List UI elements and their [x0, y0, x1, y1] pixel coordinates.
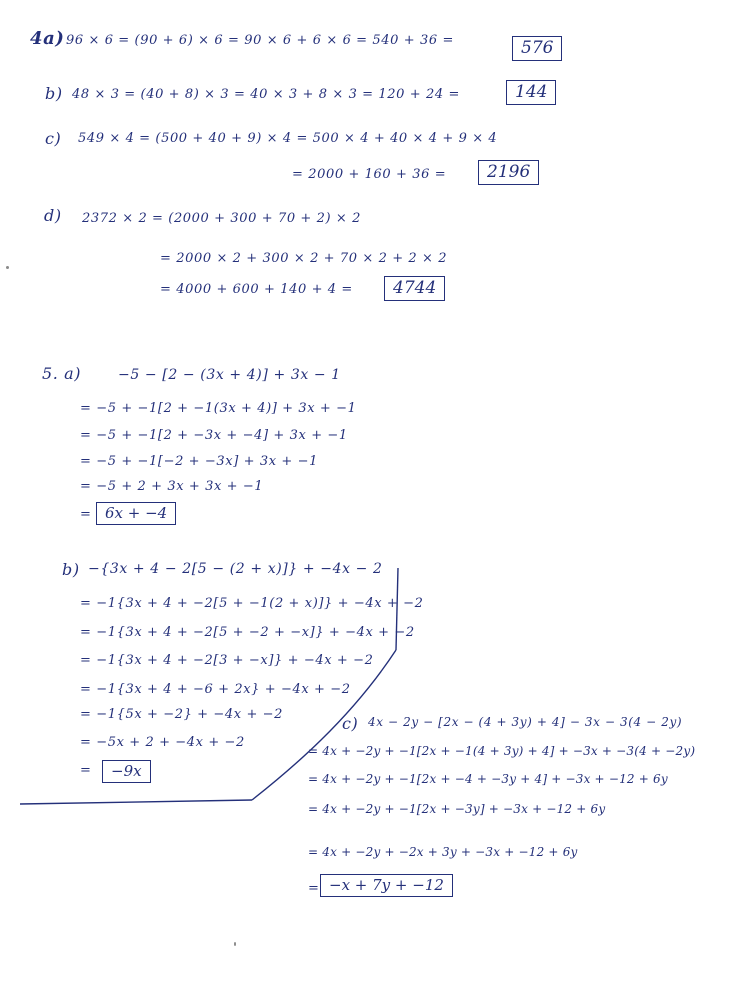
- problem-4d-work-1: 2372 × 2 = (2000 + 300 + 70 + 2) × 2: [82, 211, 362, 226]
- problem-5c-work-2: = 4x + −2y + −1[2x + −1(4 + 3y) + 4] + −3x + −3(4 + −2y): [308, 744, 696, 758]
- problem-5a-work-6: =: [80, 507, 92, 522]
- problem-4b-label: b): [45, 84, 63, 103]
- problem-4d-work-2: = 2000 × 2 + 300 × 2 + 70 × 2 + 2 × 2: [160, 251, 448, 266]
- problem-4b-answer: 144: [506, 80, 556, 105]
- problem-5b-work-6: = −1{5x + −2} + −4x + −2: [80, 707, 284, 722]
- problem-5c-work-3: = 4x + −2y + −1[2x + −4 + −3y + 4] + −3x + −12 + 6y: [308, 772, 668, 786]
- problem-4a-answer: 576: [512, 36, 562, 61]
- problem-5a-label: 5. a): [42, 364, 82, 383]
- problem-5-divider-horizontal: [20, 800, 252, 804]
- problem-5b-answer: −9x: [102, 760, 151, 783]
- problem-5b-work-2: = −1{3x + 4 + −2[5 + −1(2 + x)]} + −4x + −2: [80, 596, 424, 611]
- stray-mark-bottom: [234, 942, 236, 946]
- stray-mark: [6, 266, 9, 269]
- problem-5c-answer: −x + 7y + −12: [320, 874, 453, 897]
- problem-4d-answer: 4744: [384, 276, 445, 301]
- problem-4c-label: c): [45, 129, 62, 148]
- problem-5b-work-1: −{3x + 4 − 2[5 − (2 + x)]} + −4x − 2: [88, 561, 383, 577]
- problem-5b-work-3: = −1{3x + 4 + −2[5 + −2 + −x]} + −4x + −2: [80, 625, 415, 640]
- problem-5c-work-1: 4x − 2y − [2x − (4 + 3y) + 4] − 3x − 3(4 − 2y): [368, 715, 683, 729]
- problem-5a-answer: 6x + −4: [96, 502, 176, 525]
- problem-5b-work-5: = −1{3x + 4 + −6 + 2x} + −4x + −2: [80, 682, 351, 697]
- problem-5b-work-8: =: [80, 763, 92, 778]
- problem-4b-work: 48 × 3 = (40 + 8) × 3 = 40 × 3 + 8 × 3 = 120 + 24 =: [72, 87, 460, 102]
- problem-4c-answer: 2196: [478, 160, 539, 185]
- problem-4d-label: d): [44, 206, 62, 225]
- problem-4a-label: 4a): [30, 28, 65, 49]
- problem-5a-work-4: = −5 + −1[−2 + −3x] + 3x + −1: [80, 454, 318, 469]
- problem-5c-work-5: = 4x + −2y + −2x + 3y + −3x + −12 + 6y: [308, 845, 578, 859]
- problem-5a-work-1: −5 − [2 − (3x + 4)] + 3x − 1: [118, 367, 341, 383]
- problem-5b-work-7: = −5x + 2 + −4x + −2: [80, 735, 245, 750]
- problem-4d-work-3: = 4000 + 600 + 140 + 4 =: [160, 282, 353, 297]
- problem-5b-label: b): [62, 560, 80, 579]
- problem-5a-work-5: = −5 + 2 + 3x + 3x + −1: [80, 479, 264, 494]
- problem-5c-label: c): [342, 714, 359, 733]
- problem-5a-work-3: = −5 + −1[2 + −3x + −4] + 3x + −1: [80, 428, 348, 443]
- problem-5c-work-4: = 4x + −2y + −1[2x + −3y] + −3x + −12 + 6y: [308, 802, 606, 816]
- problem-5c-work-6: =: [308, 881, 320, 896]
- problem-4c-work-2: = 2000 + 160 + 36 =: [292, 167, 447, 182]
- problem-4a-work: 96 × 6 = (90 + 6) × 6 = 90 × 6 + 6 × 6 = 540 + 36 =: [66, 33, 454, 48]
- problem-5b-work-4: = −1{3x + 4 + −2[3 + −x]} + −4x + −2: [80, 653, 374, 668]
- problem-5a-work-2: = −5 + −1[2 + −1(3x + 4)] + 3x + −1: [80, 401, 357, 416]
- problem-4c-work-1: 549 × 4 = (500 + 40 + 9) × 4 = 500 × 4 + 40 × 4 + 9 × 4: [78, 131, 498, 146]
